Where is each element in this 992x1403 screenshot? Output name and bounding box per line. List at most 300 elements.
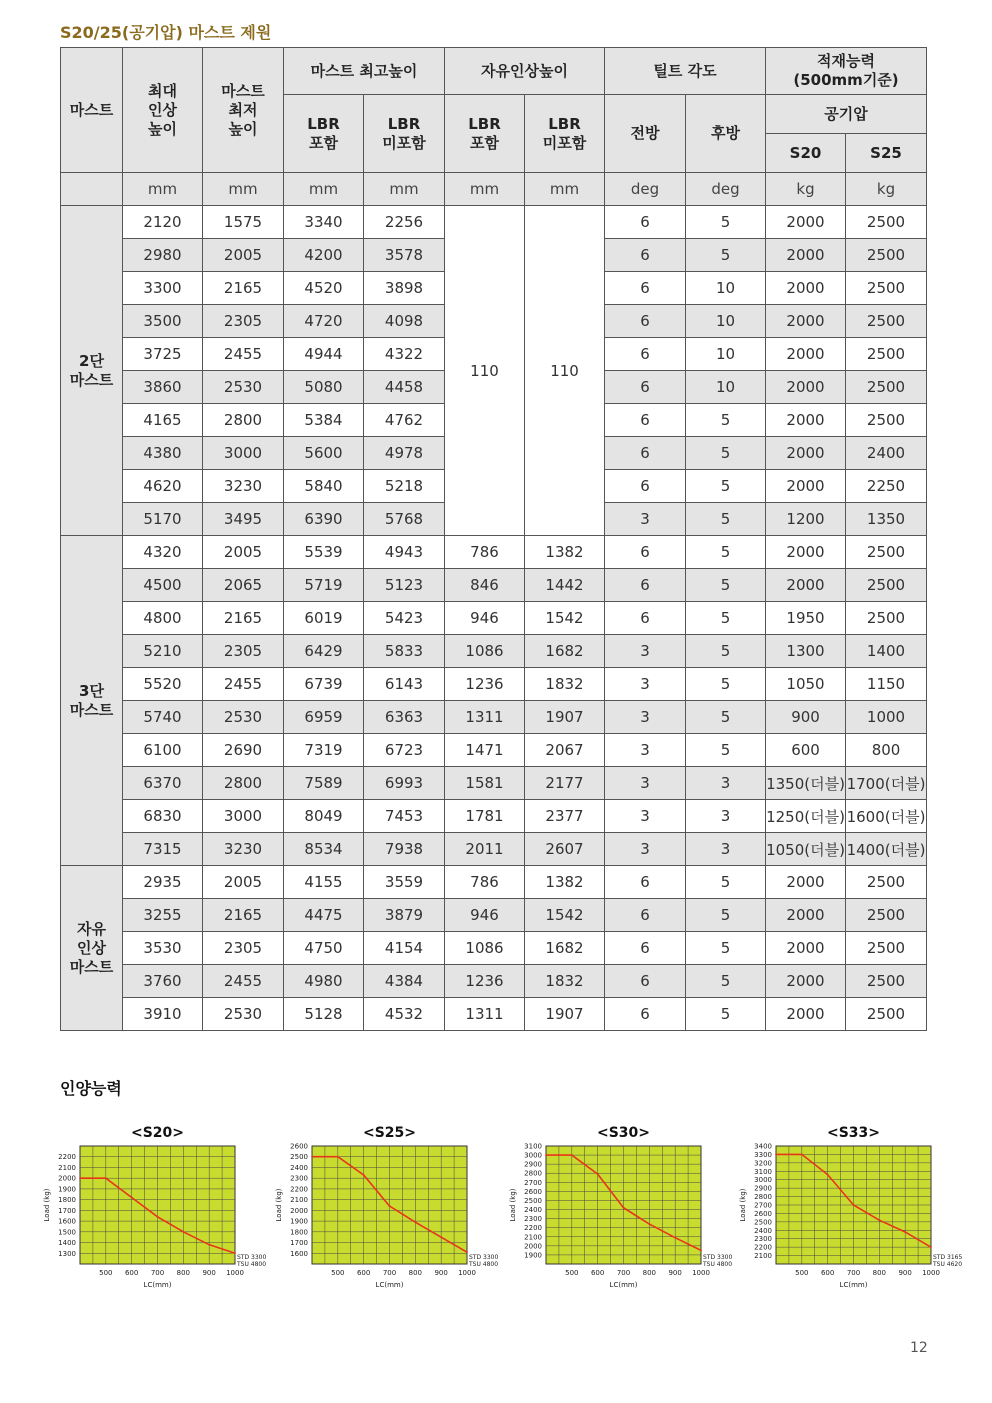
table-cell: 4154 (364, 932, 445, 965)
load-curve-point (311, 1156, 313, 1158)
load-curve-point (775, 1154, 777, 1156)
table-cell: 2000 (766, 965, 846, 998)
table-cell: 4944 (284, 338, 364, 371)
load-curve-point (648, 1223, 650, 1225)
header-free-lift: 자유인상높이 (445, 48, 605, 95)
table-cell: 1086 (445, 932, 525, 965)
table-cell: 2000 (766, 866, 846, 899)
table-cell: 6 (605, 998, 686, 1031)
unit-cell: mm (364, 173, 445, 206)
table-cell: 2120 (123, 206, 203, 239)
table-cell: 1600(더블) (846, 800, 927, 833)
table-cell: 3255 (123, 899, 203, 932)
chart-annotation-std: STD 3300 (703, 1254, 733, 1261)
header-tilt: 틸트 각도 (605, 48, 766, 95)
table-cell: 1311 (445, 998, 525, 1031)
table-cell: 1382 (525, 866, 605, 899)
chart-s20 (40, 1118, 270, 1308)
table-cell: 2011 (445, 833, 525, 866)
table-cell: 3879 (364, 899, 445, 932)
table-cell: 5423 (364, 602, 445, 635)
table-cell: 2690 (203, 734, 284, 767)
unit-cell: kg (846, 173, 927, 206)
table-cell: 5520 (123, 668, 203, 701)
x-tick-label: 600 (820, 1269, 835, 1277)
y-tick-label: 3000 (524, 1151, 542, 1160)
table-cell: 6370 (123, 767, 203, 800)
table-cell: 3578 (364, 239, 445, 272)
table-cell: 5 (686, 470, 766, 503)
x-tick-label: 500 (331, 1269, 345, 1277)
table-cell: 6143 (364, 668, 445, 701)
x-tick-label: 800 (176, 1269, 191, 1277)
y-tick-label: 3400 (754, 1142, 772, 1151)
table-cell: 3860 (123, 371, 203, 404)
table-cell: 1200 (766, 503, 846, 536)
x-axis-label: LC(mm) (375, 1281, 404, 1289)
table-cell: 3898 (364, 272, 445, 305)
x-tick-label: 700 (846, 1269, 861, 1277)
table-cell: 2067 (525, 734, 605, 767)
table-cell: 2530 (203, 371, 284, 404)
table-cell: 2800 (203, 767, 284, 800)
table-cell: 4800 (123, 602, 203, 635)
header-free-lbr-incl: LBR 포함 (445, 95, 525, 173)
table-cell: 2165 (203, 899, 284, 932)
table-cell: 5 (686, 734, 766, 767)
y-tick-label: 3100 (524, 1142, 542, 1151)
table-cell: 10 (686, 305, 766, 338)
table-row (61, 800, 927, 833)
chart-annotation-tsu: TSU 4800 (703, 1261, 733, 1268)
header-forward: 전방 (605, 95, 686, 173)
table-cell: 3500 (123, 305, 203, 338)
table-cell: 600 (766, 734, 846, 767)
y-tick-label: 2300 (290, 1174, 308, 1183)
table-cell: 786 (445, 536, 525, 569)
y-tick-label: 1900 (58, 1185, 76, 1194)
table-cell: 5 (686, 701, 766, 734)
table-cell: 5 (686, 602, 766, 635)
table-cell: 1236 (445, 668, 525, 701)
header-capacity: 적재능력 (500mm기준) (766, 48, 927, 95)
mast-group-label: 2단 마스트 (61, 206, 123, 536)
table-cell: 6993 (364, 767, 445, 800)
table-cell: 2500 (846, 569, 927, 602)
unit-blank (61, 173, 123, 206)
load-curve-point (337, 1156, 339, 1158)
header-free-lbr-excl: LBR 미포함 (525, 95, 605, 173)
table-cell: 1832 (525, 965, 605, 998)
table-cell: 3 (605, 503, 686, 536)
y-tick-label: 2200 (754, 1243, 772, 1252)
table-cell: 5840 (284, 470, 364, 503)
load-curve-point (105, 1177, 107, 1179)
table-cell: 2500 (846, 899, 927, 932)
table-cell: 2500 (846, 404, 927, 437)
y-tick-label: 2600 (524, 1187, 542, 1196)
x-tick-label: 500 (565, 1269, 579, 1277)
table-cell: 2256 (364, 206, 445, 239)
y-tick-label: 1800 (58, 1196, 76, 1205)
table-cell: 6 (605, 404, 686, 437)
y-tick-label: 2900 (524, 1160, 542, 1169)
load-curve-point (440, 1236, 442, 1238)
table-cell: 3000 (203, 800, 284, 833)
y-tick-label: 2800 (754, 1193, 772, 1202)
y-tick-label: 2300 (524, 1215, 542, 1224)
chart-title: <S30> (596, 1125, 651, 1141)
table-cell: 6 (605, 338, 686, 371)
table-cell: 4520 (284, 272, 364, 305)
table-cell: 2500 (846, 305, 927, 338)
header-lbr-excl: LBR 미포함 (364, 95, 445, 173)
table-cell: 5 (686, 899, 766, 932)
table-row (61, 965, 927, 998)
table-cell: 6 (605, 371, 686, 404)
table-cell: 4475 (284, 899, 364, 932)
x-axis-label: LC(mm) (143, 1281, 172, 1289)
table-cell: 3760 (123, 965, 203, 998)
table-cell: 1050 (766, 668, 846, 701)
load-curve-point (208, 1244, 210, 1246)
table-cell: 1542 (525, 899, 605, 932)
table-cell: 2500 (846, 272, 927, 305)
table-cell: 5 (686, 404, 766, 437)
table-cell: 6 (605, 602, 686, 635)
table-cell: 5 (686, 437, 766, 470)
y-tick-label: 1600 (290, 1249, 308, 1258)
table-cell: 1950 (766, 602, 846, 635)
table-cell: 2000 (766, 899, 846, 932)
y-tick-label: 2100 (58, 1163, 76, 1172)
y-tick-label: 1500 (58, 1228, 76, 1237)
table-cell: 2607 (525, 833, 605, 866)
page-title: S20/25(공기압) 마스트 제원 (60, 23, 272, 42)
table-cell: 6 (605, 206, 686, 239)
table-cell: 2455 (203, 668, 284, 701)
y-tick-label: 3300 (754, 1150, 772, 1159)
table-cell: 1542 (525, 602, 605, 635)
table-cell: 5768 (364, 503, 445, 536)
y-tick-label: 3100 (754, 1167, 772, 1176)
unit-cell: deg (605, 173, 686, 206)
table-cell: 6 (605, 866, 686, 899)
table-cell: 1250(더블) (766, 800, 846, 833)
load-curve-point (801, 1154, 803, 1156)
chart-title: <S33> (826, 1125, 881, 1141)
table-cell: 6 (605, 272, 686, 305)
table-cell: 2165 (203, 272, 284, 305)
x-tick-label: 500 (795, 1269, 809, 1277)
load-curve-point (234, 1252, 236, 1254)
table-cell: 2065 (203, 569, 284, 602)
table-cell: 5170 (123, 503, 203, 536)
table-cell: 4762 (364, 404, 445, 437)
table-cell: 2530 (203, 701, 284, 734)
table-cell: 3230 (203, 833, 284, 866)
chart-title: <S20> (130, 1125, 185, 1141)
table-cell: 6 (605, 965, 686, 998)
table-cell: 2177 (525, 767, 605, 800)
table-cell: 3910 (123, 998, 203, 1031)
table-cell: 4980 (284, 965, 364, 998)
table-row (61, 701, 927, 734)
load-curve-point (571, 1154, 573, 1156)
y-tick-label: 2800 (524, 1169, 542, 1178)
table-cell: 4720 (284, 305, 364, 338)
table-cell: 6723 (364, 734, 445, 767)
table-cell: 2000 (766, 932, 846, 965)
table-cell: 4750 (284, 932, 364, 965)
y-tick-label: 2100 (524, 1233, 542, 1242)
table-cell: 4200 (284, 239, 364, 272)
table-cell: 2305 (203, 305, 284, 338)
table-cell: 4098 (364, 305, 445, 338)
table-row (61, 866, 927, 899)
table-cell: 3 (605, 635, 686, 668)
table-cell: 2000 (766, 404, 846, 437)
table-cell: 7319 (284, 734, 364, 767)
load-curve-point (131, 1197, 133, 1199)
table-cell: 6959 (284, 701, 364, 734)
y-tick-label: 2500 (754, 1218, 772, 1227)
table-cell: 2455 (203, 338, 284, 371)
table-cell: 4458 (364, 371, 445, 404)
y-tick-label: 3000 (754, 1176, 772, 1185)
table-cell: 1682 (525, 932, 605, 965)
table-cell: 6 (605, 470, 686, 503)
table-cell: 946 (445, 602, 525, 635)
table-cell: 2000 (766, 305, 846, 338)
table-row (61, 635, 927, 668)
table-cell: 2500 (846, 866, 927, 899)
x-tick-label: 900 (202, 1269, 216, 1277)
table-cell: 2005 (203, 536, 284, 569)
y-tick-label: 1900 (290, 1217, 308, 1226)
table-cell: 846 (445, 569, 525, 602)
table-cell: 5128 (284, 998, 364, 1031)
unit-cell: mm (284, 173, 364, 206)
table-row (61, 569, 927, 602)
table-cell: 2500 (846, 536, 927, 569)
unit-cell: mm (123, 173, 203, 206)
table-cell: 6830 (123, 800, 203, 833)
table-cell: 2000 (766, 437, 846, 470)
table-cell: 4322 (364, 338, 445, 371)
x-tick-label: 600 (590, 1269, 605, 1277)
table-cell: 2305 (203, 932, 284, 965)
y-tick-label: 2700 (754, 1201, 772, 1210)
capacity-section-title: 인양능력 (60, 1079, 122, 1098)
table-cell: 2250 (846, 470, 927, 503)
table-cell: 2500 (846, 338, 927, 371)
x-tick-label: 700 (150, 1269, 165, 1277)
table-cell: 5 (686, 536, 766, 569)
header-s20: S20 (766, 134, 846, 173)
header-air: 공기압 (766, 95, 927, 134)
table-cell: 2455 (203, 965, 284, 998)
table-cell: 6 (605, 899, 686, 932)
table-cell: 6 (605, 569, 686, 602)
table-cell: 1781 (445, 800, 525, 833)
x-tick-label: 900 (668, 1269, 682, 1277)
y-tick-label: 2900 (754, 1184, 772, 1193)
table-cell: 3 (686, 800, 766, 833)
y-axis-label: Load (kg) (739, 1188, 747, 1222)
y-tick-label: 2200 (58, 1153, 76, 1162)
table-cell: 4532 (364, 998, 445, 1031)
table-cell: 2000 (766, 998, 846, 1031)
table-cell: 3 (605, 800, 686, 833)
table-cell: 4165 (123, 404, 203, 437)
table-cell: 10 (686, 371, 766, 404)
table-cell: 3340 (284, 206, 364, 239)
table-cell: 5539 (284, 536, 364, 569)
y-tick-label: 2400 (754, 1226, 772, 1235)
x-axis-label: LC(mm) (609, 1281, 638, 1289)
load-curve-point (414, 1221, 416, 1223)
table-cell: 10 (686, 272, 766, 305)
free-lift-merged: 110 (525, 206, 605, 536)
table-cell: 2980 (123, 239, 203, 272)
load-curve-point (674, 1237, 676, 1239)
table-cell: 5600 (284, 437, 364, 470)
table-cell: 4620 (123, 470, 203, 503)
x-tick-label: 1000 (692, 1269, 710, 1277)
y-tick-label: 3200 (754, 1159, 772, 1168)
x-tick-label: 900 (898, 1269, 912, 1277)
table-cell: 4500 (123, 569, 203, 602)
table-cell: 6363 (364, 701, 445, 734)
table-cell: 2000 (766, 569, 846, 602)
chart-annotation-std: STD 3165 (933, 1254, 963, 1261)
table-cell: 6 (605, 437, 686, 470)
y-tick-label: 2200 (290, 1185, 308, 1194)
table-cell: 786 (445, 866, 525, 899)
unit-cell: mm (525, 173, 605, 206)
y-tick-label: 2400 (524, 1206, 542, 1215)
table-cell: 6100 (123, 734, 203, 767)
y-axis-label: Load (kg) (43, 1188, 51, 1222)
load-curve-point (700, 1249, 702, 1251)
table-cell: 1700(더블) (846, 767, 927, 800)
table-cell: 3 (605, 833, 686, 866)
y-tick-label: 1700 (290, 1239, 308, 1248)
table-cell: 2305 (203, 635, 284, 668)
table-cell: 4320 (123, 536, 203, 569)
table-cell: 3000 (203, 437, 284, 470)
y-tick-label: 2700 (524, 1178, 542, 1187)
table-cell: 1382 (525, 536, 605, 569)
table-row (61, 932, 927, 965)
y-tick-label: 2100 (290, 1196, 308, 1205)
table-cell: 2000 (766, 338, 846, 371)
table-cell: 6019 (284, 602, 364, 635)
table-row (61, 899, 927, 932)
y-tick-label: 2600 (290, 1142, 308, 1151)
table-cell: 1682 (525, 635, 605, 668)
load-curve-point (79, 1177, 81, 1179)
table-cell: 3559 (364, 866, 445, 899)
table-cell: 5 (686, 503, 766, 536)
x-tick-label: 700 (382, 1269, 397, 1277)
table-cell: 3300 (123, 272, 203, 305)
table-cell: 5384 (284, 404, 364, 437)
table-cell: 2800 (203, 404, 284, 437)
y-tick-label: 2500 (524, 1196, 542, 1205)
table-cell: 5740 (123, 701, 203, 734)
table-cell: 6 (605, 305, 686, 338)
x-tick-label: 700 (616, 1269, 631, 1277)
table-row (61, 998, 927, 1031)
x-tick-label: 600 (356, 1269, 371, 1277)
y-tick-label: 1600 (58, 1217, 76, 1226)
load-curve-point (545, 1154, 547, 1156)
table-cell: 1311 (445, 701, 525, 734)
y-tick-label: 2000 (58, 1174, 76, 1183)
table-cell: 3 (605, 767, 686, 800)
y-axis-label: Load (kg) (275, 1188, 283, 1222)
chart-s33 (736, 1118, 966, 1308)
table-cell: 5833 (364, 635, 445, 668)
x-tick-label: 800 (408, 1269, 423, 1277)
table-cell: 3495 (203, 503, 284, 536)
table-cell: 5719 (284, 569, 364, 602)
table-cell: 1150 (846, 668, 927, 701)
header-mast: 마스트 (61, 48, 123, 173)
table-cell: 4978 (364, 437, 445, 470)
table-cell: 1050(더블) (766, 833, 846, 866)
x-tick-label: 1000 (226, 1269, 244, 1277)
header-max-lift: 최대 인상 높이 (123, 48, 203, 173)
table-cell: 6 (605, 536, 686, 569)
table-cell: 800 (846, 734, 927, 767)
y-tick-label: 1300 (58, 1249, 76, 1258)
table-cell: 10 (686, 338, 766, 371)
table-cell: 1400 (846, 635, 927, 668)
table-cell: 2500 (846, 965, 927, 998)
table-cell: 4943 (364, 536, 445, 569)
table-cell: 1581 (445, 767, 525, 800)
load-curve-point (853, 1204, 855, 1206)
table-cell: 2377 (525, 800, 605, 833)
table-cell: 5 (686, 569, 766, 602)
table-cell: 2500 (846, 206, 927, 239)
table-cell: 1086 (445, 635, 525, 668)
table-cell: 7589 (284, 767, 364, 800)
chart-s30 (506, 1118, 736, 1308)
y-tick-label: 1700 (58, 1206, 76, 1215)
table-cell: 2165 (203, 602, 284, 635)
table-cell: 1350(더블) (766, 767, 846, 800)
table-cell: 1350 (846, 503, 927, 536)
chart-annotation-std: STD 3300 (469, 1254, 499, 1261)
table-cell: 2500 (846, 932, 927, 965)
y-tick-label: 2000 (524, 1242, 542, 1251)
load-curve-point (466, 1251, 468, 1253)
table-row (61, 734, 927, 767)
table-cell: 8049 (284, 800, 364, 833)
table-cell: 1832 (525, 668, 605, 701)
x-tick-label: 800 (872, 1269, 887, 1277)
table-cell: 6429 (284, 635, 364, 668)
table-cell: 2500 (846, 371, 927, 404)
x-tick-label: 1000 (922, 1269, 940, 1277)
table-cell: 2000 (766, 536, 846, 569)
table-cell: 5210 (123, 635, 203, 668)
table-cell: 2500 (846, 602, 927, 635)
